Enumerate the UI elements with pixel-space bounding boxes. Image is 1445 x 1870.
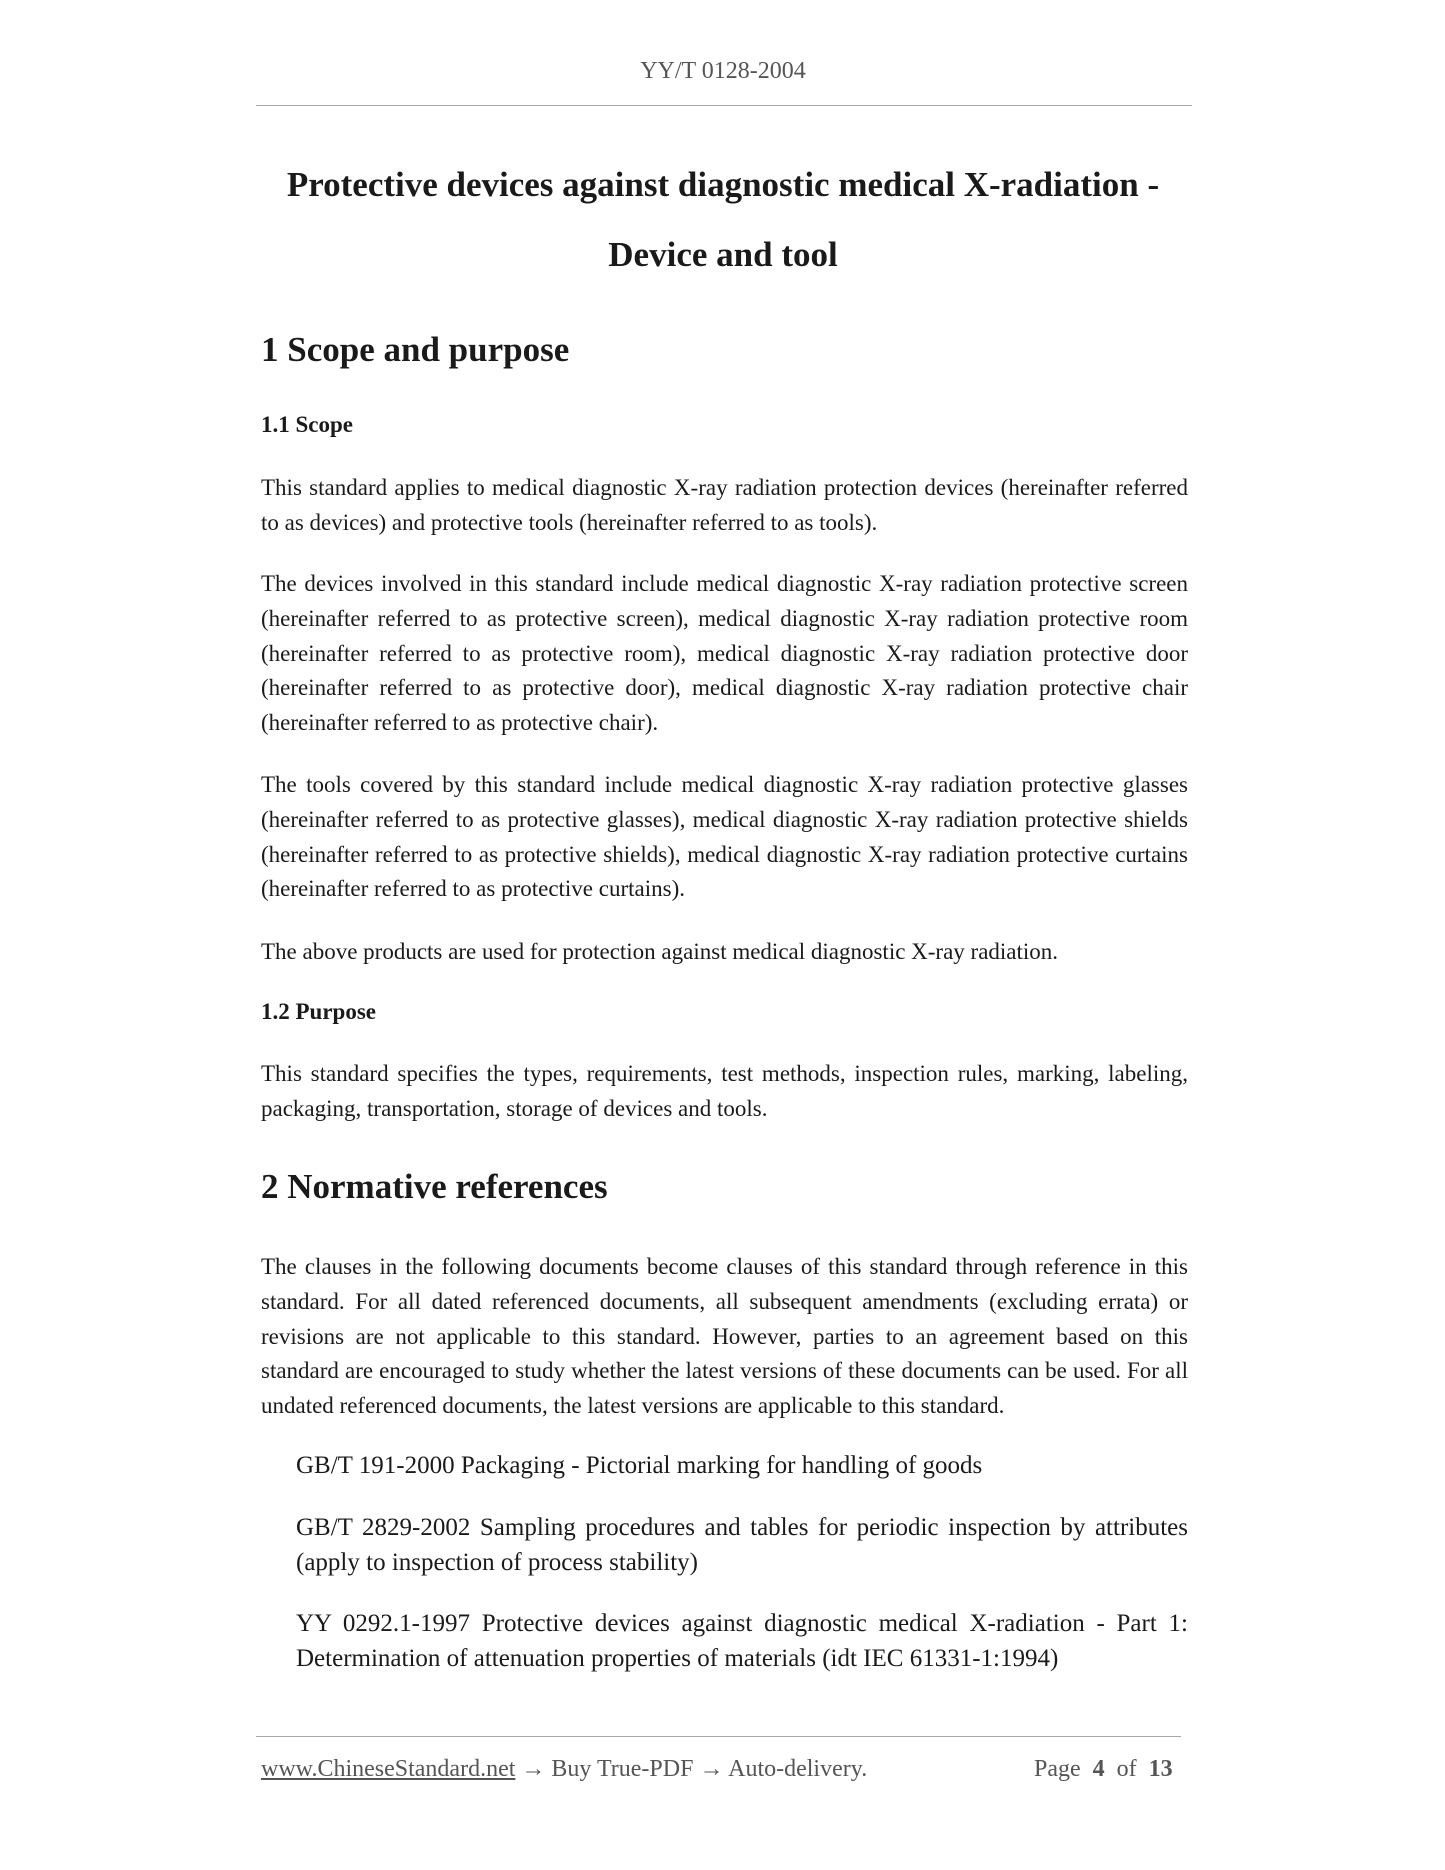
page-current: 4 bbox=[1092, 1756, 1105, 1782]
footer-divider bbox=[256, 1736, 1181, 1737]
document-title bbox=[256, 150, 1190, 290]
footer-tagline: → Buy True-PDF → Auto-delivery. bbox=[515, 1756, 868, 1782]
reference-item: GB/T 191-2000 Packaging - Pictorial marking for handling of goods bbox=[296, 1452, 983, 1479]
reference-item: GB/T 2829-2002 Sampling procedures and tables for periodic inspection by attributes (apply to inspection of process stability) bbox=[296, 1514, 1188, 1576]
page-label: Page bbox=[1034, 1756, 1081, 1782]
header-divider bbox=[256, 105, 1192, 106]
normative-references-intro: The clauses in the following documents become clauses of this standard through reference in this standard. For all dated referenced documents, all subsequent amendments (excluding errata) or revisions are not applicable to this standard. However, parties to an agreement based on this standard are encouraged to study whether the latest versions of these documents can be used. For all undated referenced documents, the latest versions are applicable to this standard. bbox=[261, 1254, 1188, 1419]
page-of-label: of bbox=[1116, 1756, 1137, 1782]
scope-paragraph-3: The tools covered by this standard include medical diagnostic X-ray radiation protective glasses (hereinafter referred to as protective glasses), medical diagnostic X-ray radiation protective shields (hereinafter referred to as protective shields), medical diagnostic X-ray radiation protective curtains (hereinafter referred to as protective curtains). bbox=[261, 772, 1188, 902]
running-header: YY/T 0128-2004 bbox=[640, 58, 806, 84]
scope-paragraph-4: The above products are used for protection against medical diagnostic X-ray radiation. bbox=[261, 939, 1059, 964]
page-total: 13 bbox=[1148, 1756, 1173, 1782]
page-indicator bbox=[1034, 1756, 1173, 1783]
scope-paragraph-2: The devices involved in this standard include medical diagnostic X-ray radiation protective screen (hereinafter referred to as protective screen), medical diagnostic X-ray radiation protective room (hereinafter referred to as protective room), medical diagnostic X-ray radiation protective door (hereinafter referred to as protective door), medical diagnostic X-ray radiation protective chair (hereinafter referred to as protective chair). bbox=[261, 571, 1188, 736]
section-1-heading: 1 Scope and purpose bbox=[261, 330, 570, 369]
subsection-1-1-heading: 1.1 Scope bbox=[261, 412, 353, 437]
section-2-heading: 2 Normative references bbox=[261, 1167, 608, 1206]
website-link[interactable]: www.ChineseStandard.net bbox=[261, 1756, 516, 1782]
purpose-paragraph-1: This standard specifies the types, requirements, test methods, inspection rules, marking, labeling, packaging, transportation, storage of devices and tools. bbox=[261, 1061, 1188, 1121]
document-title-line-1: Protective devices against diagnostic medical X-radiation - bbox=[286, 165, 1160, 204]
document-title-line-2: Device and tool bbox=[608, 235, 838, 274]
scope-paragraph-1: This standard applies to medical diagnostic X-ray radiation protection devices (hereinafter referred to as devices) and protective tools (hereinafter referred to as tools). bbox=[261, 475, 1188, 535]
reference-item: YY 0292.1-1997 Protective devices against diagnostic medical X-radiation - Part 1: Determination of attenuation properties of materials (idt IEC 61331-1:1994) bbox=[296, 1610, 1188, 1672]
subsection-1-2-heading: 1.2 Purpose bbox=[261, 999, 376, 1024]
footer-promo bbox=[261, 1756, 867, 1783]
